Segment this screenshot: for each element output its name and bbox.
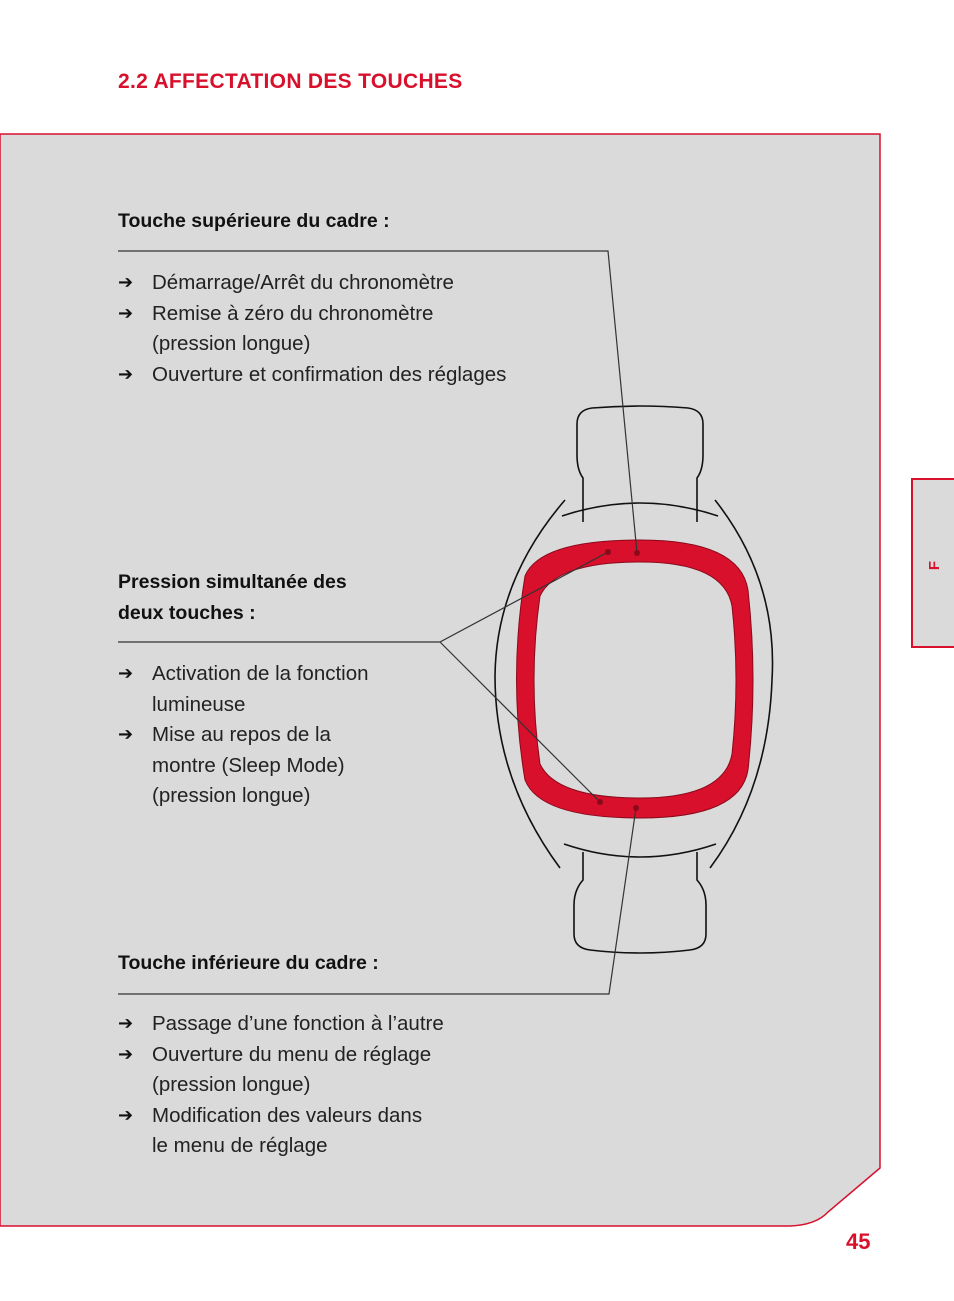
arrow-icon: ➔: [118, 1013, 134, 1034]
list-item: ➔ Activation de la fonction lumineuse: [118, 659, 369, 720]
arrow-icon: ➔: [118, 663, 134, 684]
list-item: ➔ Ouverture et confirmation des réglages: [118, 360, 506, 391]
list-item: ➔ Ouverture du menu de réglage (pression longue): [118, 1040, 444, 1101]
list-item: ➔ Modification des valeurs dans le menu de réglage: [118, 1101, 444, 1162]
bottom-button-heading: Touche inférieure du cadre :: [118, 952, 379, 974]
arrow-icon: ➔: [118, 724, 134, 746]
section-title: 2.2 AFFECTATION DES TOUCHES: [118, 70, 463, 93]
top-button-heading: Touche supérieure du cadre :: [118, 210, 390, 232]
list-item: ➔ Démarrage/Arrêt du chronomètre: [118, 268, 506, 299]
arrow-icon: ➔: [118, 1104, 134, 1126]
page-number: 45: [846, 1229, 871, 1254]
arrow-icon: ➔: [118, 363, 134, 385]
bottom-button-list: [118, 1009, 444, 1162]
list-item: ➔ Remise à zéro du chronomètre (pression longue): [118, 299, 506, 360]
top-button-list: [118, 268, 506, 390]
language-tab[interactable]: [911, 478, 954, 648]
arrow-icon: ➔: [118, 302, 134, 324]
list-item: ➔ Passage d’une fonction à l’autre: [118, 1009, 444, 1040]
list-item: ➔ Mise au repos de la montre (Sleep Mode) (pression longue): [118, 720, 369, 812]
both-buttons-heading: Pression simultanée des deux touches :: [118, 571, 347, 624]
arrow-icon: ➔: [118, 272, 134, 293]
both-buttons-list: [118, 659, 369, 812]
language-tab-label: F: [925, 560, 943, 570]
arrow-icon: ➔: [118, 1043, 134, 1065]
